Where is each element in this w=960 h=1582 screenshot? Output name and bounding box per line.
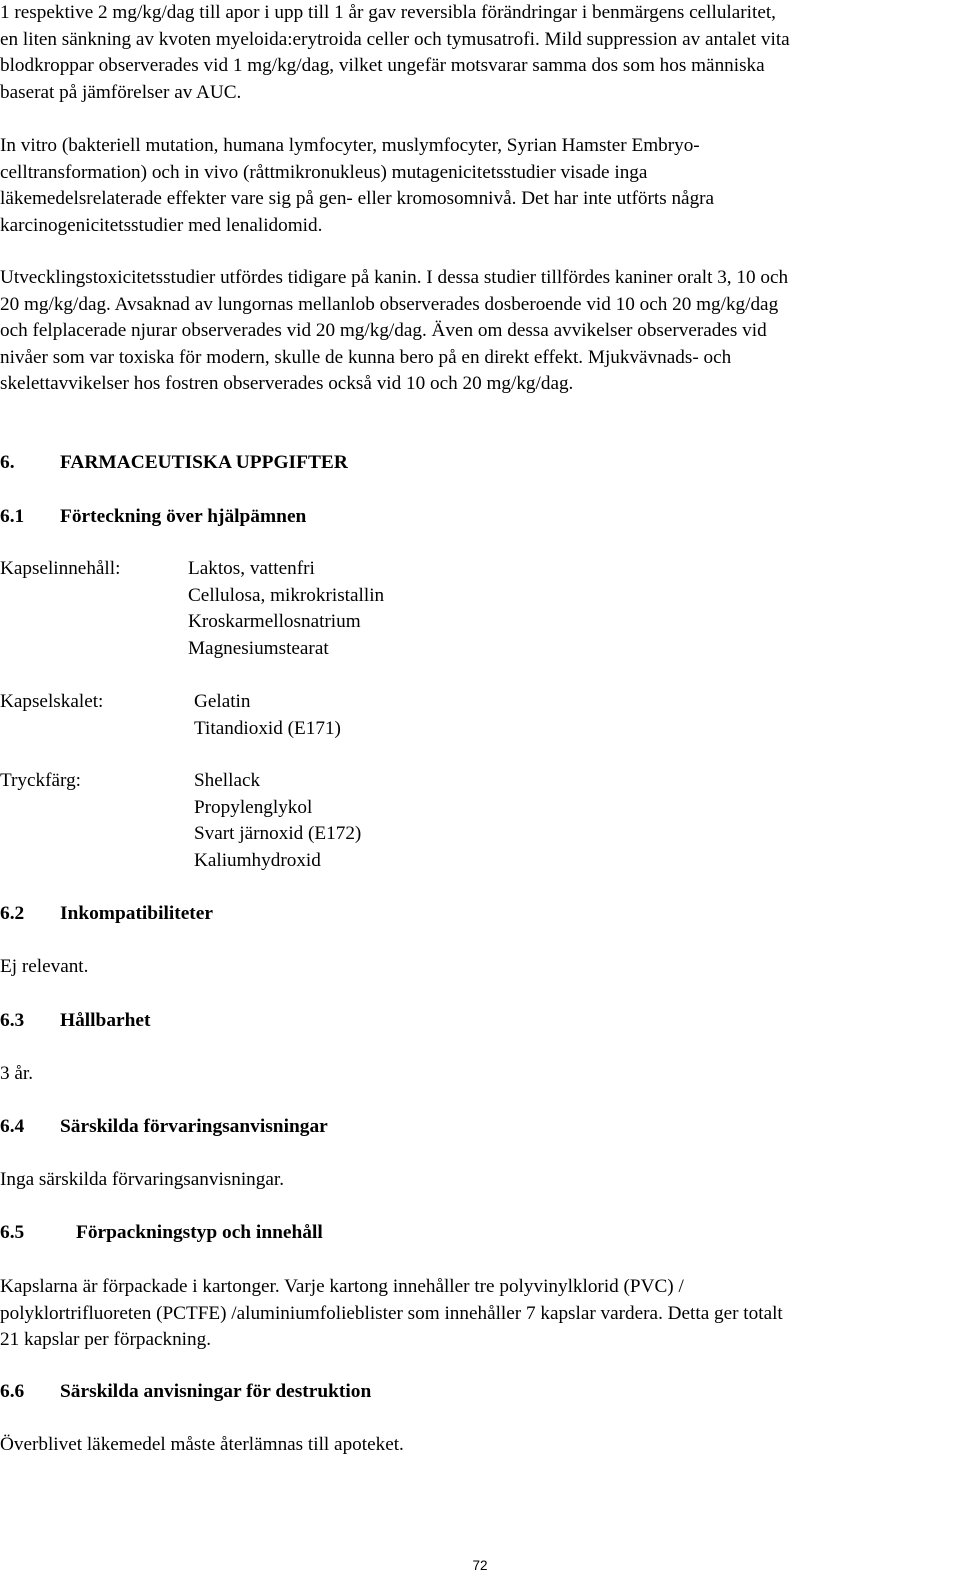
list-item: Gelatin bbox=[194, 691, 251, 712]
text-line: 20 mg/kg/dag. Avsaknad av lungornas mellanlob observerades dosberoende vid 10 och 20 mg/kg/dag bbox=[0, 293, 779, 315]
section-6-6-text: Överblivet läkemedel måste återlämnas till apoteket. bbox=[0, 1434, 404, 1455]
section-number: 6.1 bbox=[0, 506, 25, 527]
section-6-1-heading bbox=[0, 506, 307, 528]
section-title: Förteckning över hjälpämnen bbox=[60, 506, 307, 527]
text-line: blodkroppar observerades vid 1 mg/kg/dag, vilket ungefär motsvarar samma dos som hos människa bbox=[0, 55, 765, 77]
section-6-heading bbox=[0, 452, 348, 474]
list-item: Titandioxid (E171) bbox=[194, 717, 341, 739]
section-title: Inkompatibiliteter bbox=[60, 903, 213, 924]
text-line: skelettavvikelser hos fostren observerades också vid 10 och 20 mg/kg/dag. bbox=[0, 373, 574, 395]
section-title: Förpackningstyp och innehåll bbox=[76, 1222, 323, 1243]
excipient-list-capsule-content bbox=[188, 556, 384, 662]
section-6-4-heading bbox=[0, 1116, 328, 1138]
text-line: celltransformation) och in vivo (råttmikronukleus) mutagenicitetsstudier visade inga bbox=[0, 161, 648, 183]
text-line: baserat på jämförelser av AUC. bbox=[0, 81, 242, 103]
excipient-list-capsule-shell bbox=[194, 689, 341, 742]
section-number: 6.5 bbox=[0, 1222, 25, 1243]
section-title: FARMACEUTISKA UPPGIFTER bbox=[60, 452, 348, 473]
list-item: Magnesiumstearat bbox=[188, 637, 329, 659]
excipient-label-capsule-content: Kapselinnehåll: bbox=[0, 558, 121, 579]
text-line: karcinogenicitetsstudier med lenalidomid. bbox=[0, 214, 323, 236]
section-6-3-text: 3 år. bbox=[0, 1063, 34, 1084]
section-number: 6.2 bbox=[0, 903, 25, 924]
excipient-label-printing-ink: Tryckfärg: bbox=[0, 770, 82, 791]
paragraph-mutagenicity bbox=[0, 133, 950, 239]
section-number: 6.6 bbox=[0, 1381, 25, 1402]
section-6-3-heading bbox=[0, 1010, 151, 1032]
text-line: Kapslarna är förpackade i kartonger. Varje kartong innehåller tre polyvinylklorid (PVC) / bbox=[0, 1276, 684, 1297]
list-item: Laktos, vattenfri bbox=[188, 558, 315, 579]
text-line: och felplacerade njurar observerades vid 20 mg/kg/dag. Även om dessa avvikelser observerades vid bbox=[0, 320, 767, 342]
text-line: polyklortrifluoreten (PCTFE) /aluminiumfolieblister som innehåller 7 kapslar vardera. Detta ger totalt bbox=[0, 1302, 783, 1324]
section-6-6-heading bbox=[0, 1381, 372, 1403]
list-item: Propylenglykol bbox=[194, 796, 313, 818]
excipient-label-capsule-shell: Kapselskalet: bbox=[0, 691, 104, 712]
text-line: In vitro (bakteriell mutation, humana lymfocyter, muslymfocyter, Syrian Hamster Embryo- bbox=[0, 135, 700, 156]
text-line: läkemedelsrelaterade effekter vare sig på gen- eller kromosomnivå. Det har inte utförts några bbox=[0, 188, 715, 210]
list-item: Kaliumhydroxid bbox=[194, 849, 321, 871]
text-line: 1 respektive 2 mg/kg/dag till apor i upp till 1 år gav reversibla förändringar i benmärgens cellularitet, bbox=[0, 2, 776, 23]
text-line: nivåer som var toxiska för modern, skulle de kunna bero på en direkt effekt. Mjukvävnads- och bbox=[0, 346, 732, 368]
text-line: Utvecklingstoxicitetsstudier utfördes tidigare på kanin. I dessa studier tillfördes kaniner oralt 3, 10 och bbox=[0, 267, 789, 288]
section-6-2-text: Ej relevant. bbox=[0, 956, 89, 977]
list-item: Kroskarmellosnatrium bbox=[188, 611, 361, 633]
section-number: 6.4 bbox=[0, 1116, 25, 1137]
section-6-5-heading bbox=[0, 1222, 323, 1244]
section-title: Särskilda anvisningar för destruktion bbox=[60, 1381, 372, 1402]
paragraph-bone-marrow bbox=[0, 0, 950, 106]
list-item: Shellack bbox=[194, 770, 261, 791]
section-6-5-text bbox=[0, 1274, 950, 1354]
section-title: Hållbarhet bbox=[60, 1010, 151, 1031]
section-title: Särskilda förvaringsanvisningar bbox=[60, 1116, 328, 1137]
text-line: 21 kapslar per förpackning. bbox=[0, 1329, 211, 1351]
excipient-list-printing-ink bbox=[194, 768, 361, 874]
section-number: 6. bbox=[0, 452, 15, 473]
section-6-2-heading bbox=[0, 903, 213, 925]
list-item: Cellulosa, mikrokristallin bbox=[188, 584, 385, 606]
section-6-4-text: Inga särskilda förvaringsanvisningar. bbox=[0, 1169, 285, 1190]
page-number: 72 bbox=[472, 1558, 488, 1573]
text-line: en liten sänkning av kvoten myeloida:erytroida celler och tymusatrofi. Mild suppression av antalet vita bbox=[0, 28, 790, 50]
section-number: 6.3 bbox=[0, 1010, 25, 1031]
paragraph-developmental-toxicity bbox=[0, 265, 950, 398]
list-item: Svart järnoxid (E172) bbox=[194, 823, 362, 845]
